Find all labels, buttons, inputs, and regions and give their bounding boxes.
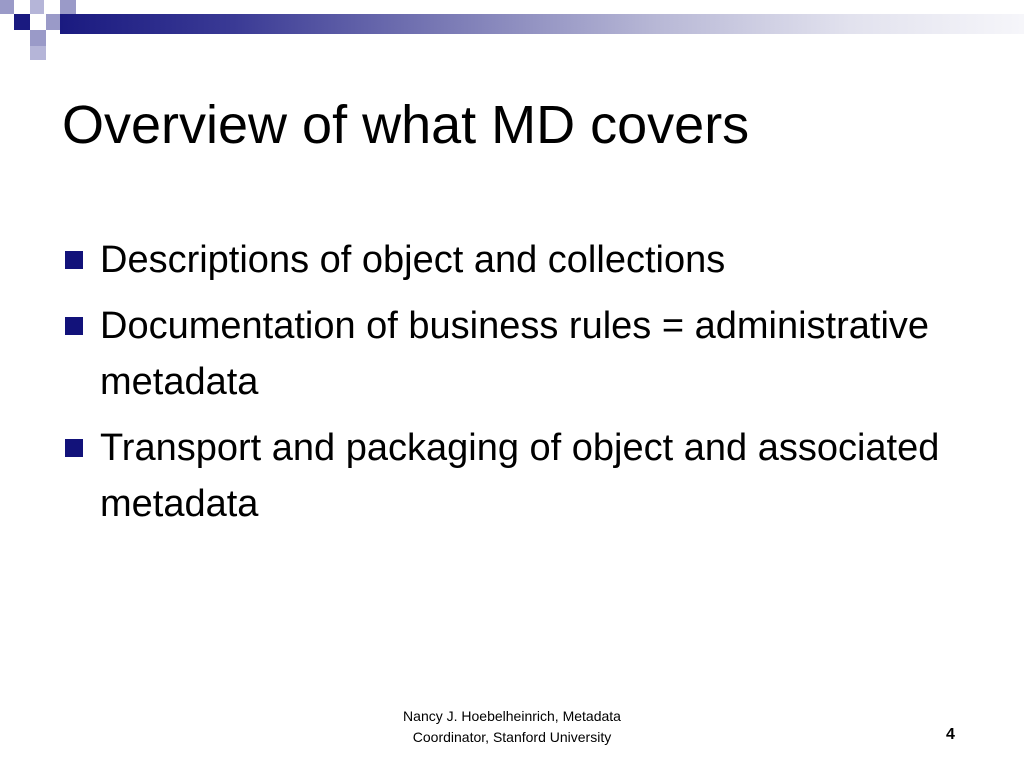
- bullet-item: [62, 232, 962, 288]
- footer-credit: Nancy J. Hoebelheinrich, Metadata Coordinator, Stanford University: [403, 708, 621, 745]
- decor-square: [30, 0, 44, 14]
- decor-square: [60, 0, 76, 14]
- decor-square: [46, 14, 60, 30]
- decor-square: [46, 30, 60, 46]
- decor-square: [30, 30, 46, 46]
- bullet-text: Transport and packaging of object and associated metadata: [100, 427, 940, 525]
- decor-square: [30, 14, 46, 30]
- bullet-item: [62, 298, 962, 410]
- square-bullet-icon: [65, 317, 83, 335]
- decor-square: [46, 0, 60, 14]
- square-bullet-icon: [65, 439, 83, 457]
- bullet-text: Descriptions of object and collections: [100, 239, 726, 281]
- slide-title: Overview of what MD covers: [62, 95, 750, 155]
- decor-square: [14, 0, 28, 14]
- bullet-text: Documentation of business rules = administrative metadata: [100, 305, 930, 403]
- bullet-list: [62, 232, 962, 542]
- header-gradient-bar: [60, 14, 1024, 34]
- page-number: 4: [946, 726, 955, 743]
- decor-square: [14, 14, 30, 30]
- decor-square: [30, 46, 46, 60]
- square-bullet-icon: [65, 251, 83, 269]
- decor-square: [0, 0, 14, 14]
- bullet-item: [62, 420, 962, 532]
